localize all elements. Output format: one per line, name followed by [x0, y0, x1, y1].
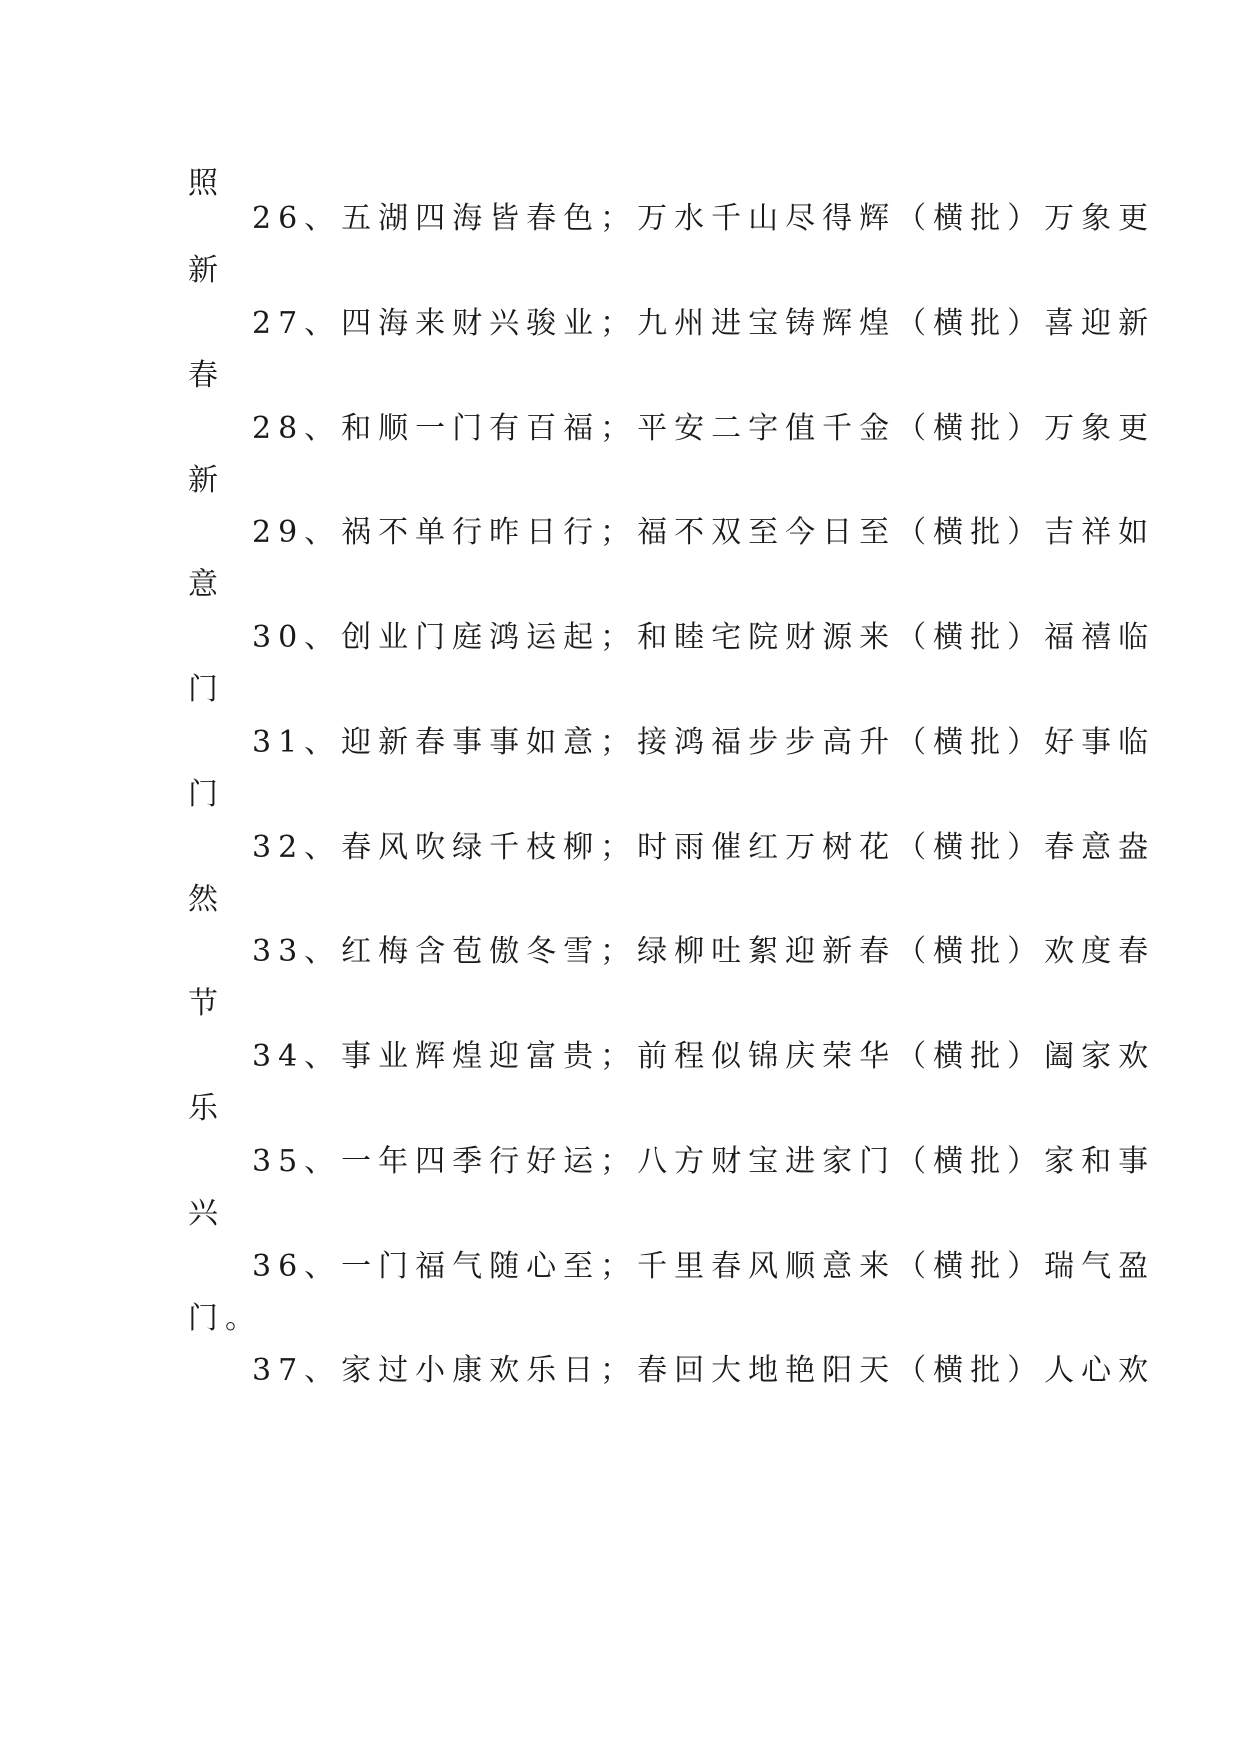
text-line: 节: [188, 986, 225, 1021]
text-line: 新: [188, 253, 225, 288]
text-line: 37、家过小康欢乐日；春回大地艳阳天（横批）人心欢: [252, 1353, 1156, 1388]
text-line: 34、事业辉煌迎富贵；前程似锦庆荣华（横批）阖家欢: [252, 1039, 1156, 1074]
text-line: 门: [188, 672, 225, 707]
text-line: 36、一门福气随心至；千里春风顺意来（横批）瑞气盈: [252, 1249, 1156, 1284]
text-line: 28、和顺一门有百福；平安二字值千金（横批）万象更: [252, 411, 1156, 446]
text-line: 春: [188, 358, 225, 393]
text-line: 兴: [188, 1196, 225, 1231]
text-line: 乐: [188, 1091, 225, 1126]
text-line: 门: [188, 777, 225, 812]
text-line: 26、五湖四海皆春色；万水千山尽得辉（横批）万象更: [252, 201, 1156, 236]
text-line: 30、创业门庭鸿运起；和睦宅院财源来（横批）福禧临: [252, 620, 1156, 655]
text-line: 29、祸不单行昨日行；福不双至今日至（横批）吉祥如: [252, 515, 1156, 550]
text-line: 27、四海来财兴骏业；九州进宝铸辉煌（横批）喜迎新: [252, 306, 1156, 341]
text-line: 照: [188, 166, 225, 201]
text-line: 意: [188, 567, 225, 602]
text-line: 32、春风吹绿千枝柳；时雨催红万树花（横批）春意盎: [252, 830, 1156, 865]
text-line: 33、红梅含苞傲冬雪；绿柳吐絮迎新春（横批）欢度春: [252, 934, 1156, 969]
text-line: 31、迎新春事事如意；接鸿福步步高升（横批）好事临: [252, 725, 1156, 760]
text-line: 35、一年四季行好运；八方财宝进家门（横批）家和事: [252, 1144, 1156, 1179]
text-line: 然: [188, 882, 225, 917]
text-line: 新: [188, 463, 225, 498]
text-line: 门。: [188, 1301, 262, 1336]
